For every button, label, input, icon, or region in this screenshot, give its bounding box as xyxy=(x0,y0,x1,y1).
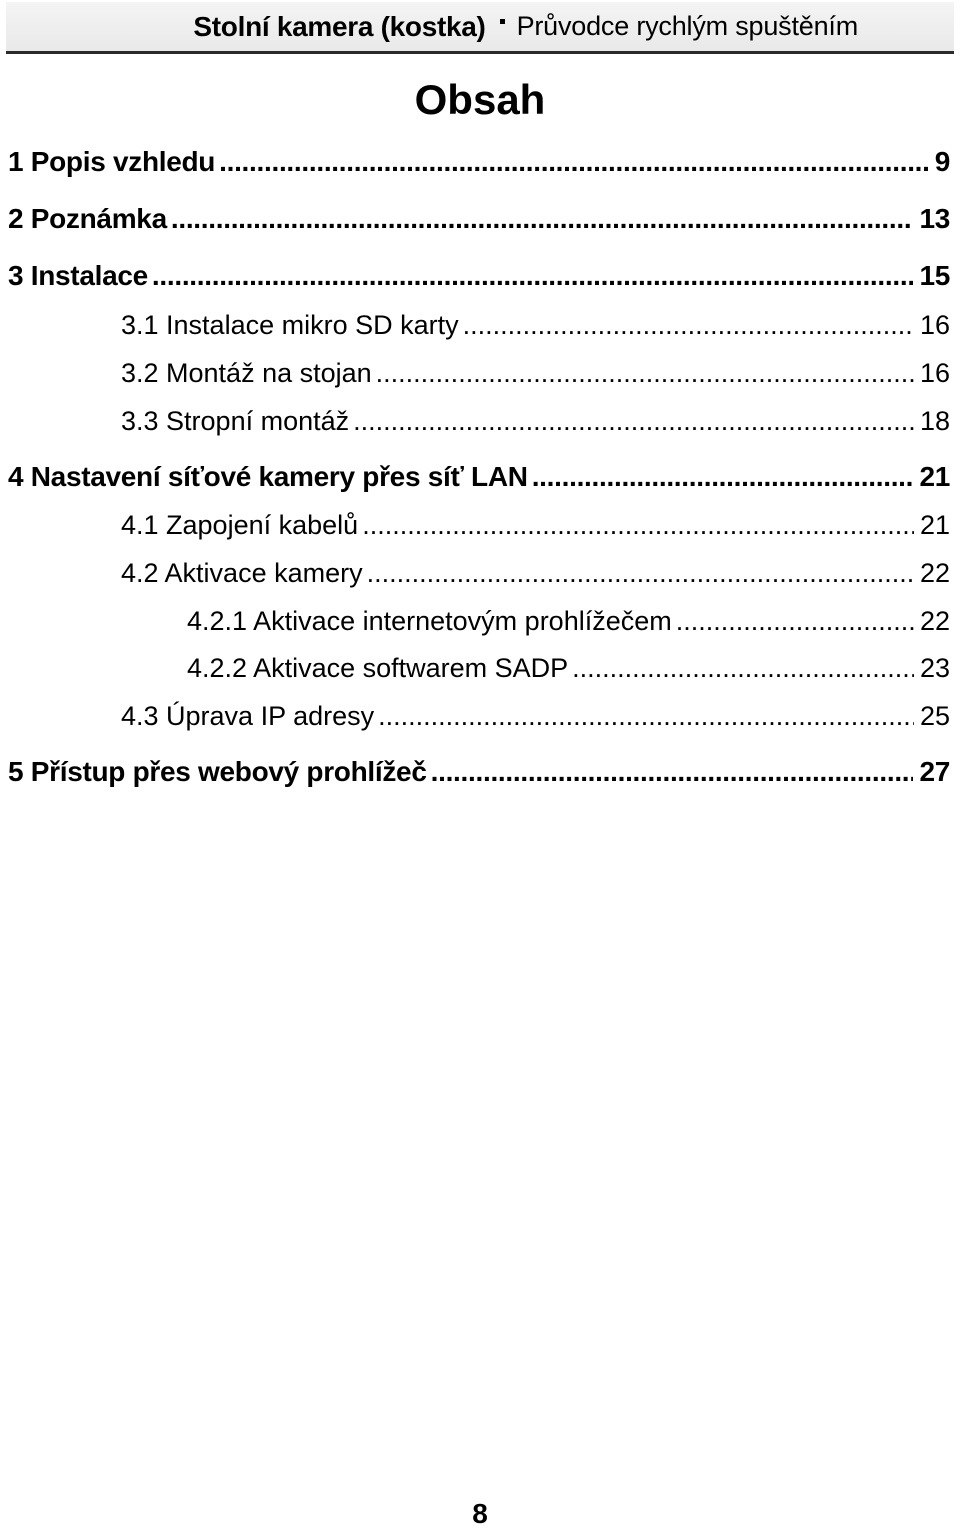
page-number: 8 xyxy=(472,1498,488,1529)
toc-leader-dots xyxy=(152,260,914,292)
toc-entry-text: 4.2.1 Aktivace internetovým prohlížečem xyxy=(187,606,672,636)
toc-page-number: 25 xyxy=(919,701,950,731)
toc-entry-aktivace-kamery[interactable] xyxy=(121,558,950,592)
toc-leader-dots xyxy=(219,146,929,178)
toc-page-number: 22 xyxy=(919,558,950,588)
toc-page-number: 27 xyxy=(919,756,950,787)
toc-leader-dots xyxy=(353,406,914,437)
toc-entry-text: 4.3 Úprava IP adresy xyxy=(121,701,375,731)
toc-entry-instalace-sd-karty[interactable] xyxy=(121,310,950,344)
toc-entry-text: 4 Nastavení síťové kamery přes síť LAN xyxy=(8,461,528,492)
toc-leader-dots xyxy=(378,701,914,732)
toc-entry-aktivace-sadp[interactable] xyxy=(187,653,950,687)
toc-entry-text: 3.3 Stropní montáž xyxy=(121,406,350,436)
header-separator xyxy=(500,19,505,24)
toc-entry-text: 1 Popis vzhledu xyxy=(8,146,216,177)
toc-entry-text: 4.2.2 Aktivace softwarem SADP xyxy=(187,653,569,683)
toc-leader-dots xyxy=(171,203,914,235)
toc-leader-dots xyxy=(362,510,914,541)
toc-entry-text: 4.2 Aktivace kamery xyxy=(121,558,363,588)
toc-entry-instalace[interactable] xyxy=(8,260,950,294)
toc-entry-montaz-na-stojan[interactable] xyxy=(121,358,950,392)
toc-entry-uprava-ip-adresy[interactable] xyxy=(121,701,950,735)
toc-leader-dots xyxy=(676,606,914,637)
toc-entry-pristup-webovy-prohlizec[interactable] xyxy=(8,756,950,790)
toc-page-number: 9 xyxy=(934,146,950,177)
toc-page-number: 15 xyxy=(919,260,950,291)
toc-entry-zapojeni-kabelu[interactable] xyxy=(121,510,950,544)
toc-entry-stropni-montaz[interactable] xyxy=(121,406,950,440)
toc-page-number: 13 xyxy=(919,203,950,234)
page-header xyxy=(6,2,954,54)
toc-leader-dots xyxy=(367,558,914,589)
toc-leader-dots xyxy=(376,358,914,389)
toc-page-number: 16 xyxy=(919,310,950,340)
document-title: Stolní kamera (kostka) xyxy=(193,10,486,42)
toc-entry-popis-vzhledu[interactable] xyxy=(8,146,950,180)
toc-entry-text: 3.1 Instalace mikro SD karty xyxy=(121,310,459,340)
toc-page-number: 21 xyxy=(919,510,950,540)
document-subtitle: Průvodce rychlým spuštěním xyxy=(516,11,858,41)
toc-entry-poznamka[interactable] xyxy=(8,203,950,237)
toc-page-number: 16 xyxy=(919,358,950,388)
toc-page-number: 23 xyxy=(919,653,950,683)
toc-entry-text: 4.1 Zapojení kabelů xyxy=(121,510,359,540)
toc-page-number: 21 xyxy=(919,461,950,492)
toc-entry-text: 2 Poznámka xyxy=(8,203,167,234)
toc-entry-text: 3 Instalace xyxy=(8,260,148,291)
toc-entry-text: 5 Přístup přes webový prohlížeč xyxy=(8,756,427,787)
toc-page-number: 22 xyxy=(919,606,950,636)
toc-entry-text: 3.2 Montáž na stojan xyxy=(121,358,372,388)
toc-entry-nastaveni-site-lan[interactable] xyxy=(8,461,950,495)
toc-page-number: 18 xyxy=(919,406,950,436)
toc-leader-dots xyxy=(532,461,914,493)
toc-entry-aktivace-prohlizecem[interactable] xyxy=(187,606,950,640)
toc-title: Obsah xyxy=(414,76,546,123)
toc-leader-dots xyxy=(431,756,914,788)
toc-leader-dots xyxy=(572,653,914,684)
toc-leader-dots xyxy=(463,310,914,341)
